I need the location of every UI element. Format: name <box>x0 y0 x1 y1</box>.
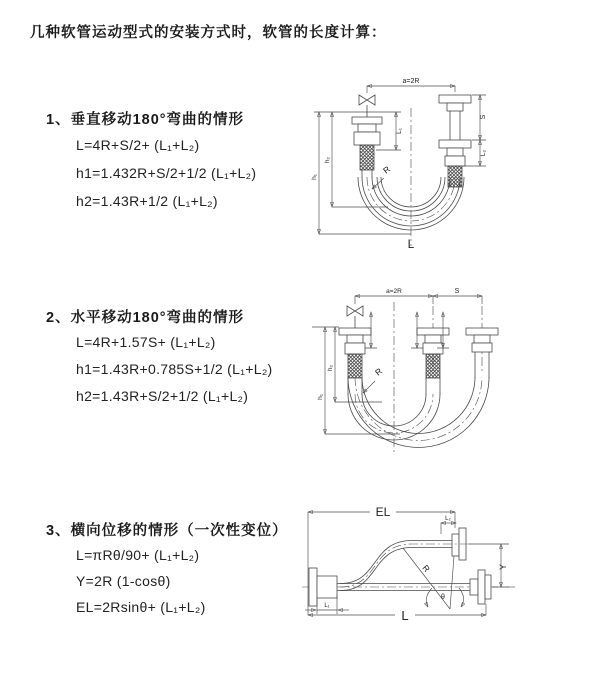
dim-label-a2r: a=2R <box>386 288 402 295</box>
d3-hose-s-curve <box>340 541 469 591</box>
formula-line: Y=2R (1-cosθ) <box>76 573 171 589</box>
dim-label-el: EL <box>375 505 391 519</box>
d1-dim-s-l2 <box>463 95 487 166</box>
formula-line: h2=1.43R+1/2 (L₁+L₂) <box>76 193 218 209</box>
page-title: 几种软管运动型式的安装方式时，软管的长度计算： <box>30 25 387 41</box>
d3-radius-and-angle <box>403 548 464 609</box>
dim-label-r: R <box>381 163 393 176</box>
formula-line: h1=1.43R+0.785S+1/2 (L₁+L₂) <box>76 361 273 377</box>
dim-label-l-total: L <box>407 237 415 251</box>
dim-label-theta: θ <box>441 594 445 601</box>
dim-label-h2: h₂ <box>327 364 334 372</box>
d1-right-flange-positions <box>439 95 471 187</box>
dim-label-r: R <box>373 365 385 378</box>
dim-label-h1: h₁ <box>311 174 318 180</box>
dim-label-y: Y <box>498 563 508 571</box>
formula-line: h1=1.432R+S/2+1/2 (L₁+L₂) <box>76 165 257 181</box>
diagram-vertical-180-bend <box>300 70 590 265</box>
diagram-horizontal-180-bend <box>300 282 595 460</box>
d3-left-flange <box>309 568 337 606</box>
d2-dim-top <box>355 288 482 304</box>
dim-label-l1: L₁ <box>396 128 403 134</box>
dim-label-l2: L₂ <box>480 149 487 157</box>
dim-label-h1: h₁ <box>317 394 324 400</box>
d3-dim-el <box>308 505 455 615</box>
d1-dim-a2r <box>367 78 455 93</box>
dim-label-l2: L₂ <box>445 516 451 522</box>
formula-line: EL=2Rsinθ+ (L₁+L₂) <box>76 599 206 615</box>
section-2-heading: 2、水平移动180°弯曲的情形 <box>46 310 245 326</box>
d1-left-flange <box>352 117 382 178</box>
dim-label-s: S <box>480 114 487 120</box>
formula-line: h2=1.43R+S/2+1/2 (L₁+L₂) <box>76 388 249 404</box>
d2-hose-position-2 <box>348 377 489 448</box>
valve-icon <box>359 95 375 117</box>
valve-icon <box>347 306 363 328</box>
d3-dim-l <box>308 604 486 623</box>
formula-line: L=πRθ/90+ (L₁+L₂) <box>76 547 200 563</box>
formula-line: L=4R+S/2+ (L₁+L₂) <box>76 137 200 153</box>
section-1-heading: 1、垂直移动180°弯曲的情形 <box>46 112 245 128</box>
diagram-lateral-displacement <box>300 498 600 653</box>
dim-label-l1: L₁ <box>324 603 330 609</box>
d2-left-flange <box>339 328 371 395</box>
dim-label-h2: h₂ <box>324 156 331 164</box>
d2-radius-leader <box>363 366 384 393</box>
dim-label-s: S <box>454 288 460 295</box>
dim-label-r: R <box>420 562 433 574</box>
dim-label-l: L <box>401 608 409 623</box>
d2-middle-flange <box>417 328 449 395</box>
formula-line: L=4R+1.57S+ (L₁+L₂) <box>76 334 216 350</box>
dim-label-a2r: a=2R <box>402 78 420 85</box>
section-3-heading: 3、横向位移的情形（一次性变位） <box>46 523 288 539</box>
d3-dim-l2 <box>441 516 456 534</box>
